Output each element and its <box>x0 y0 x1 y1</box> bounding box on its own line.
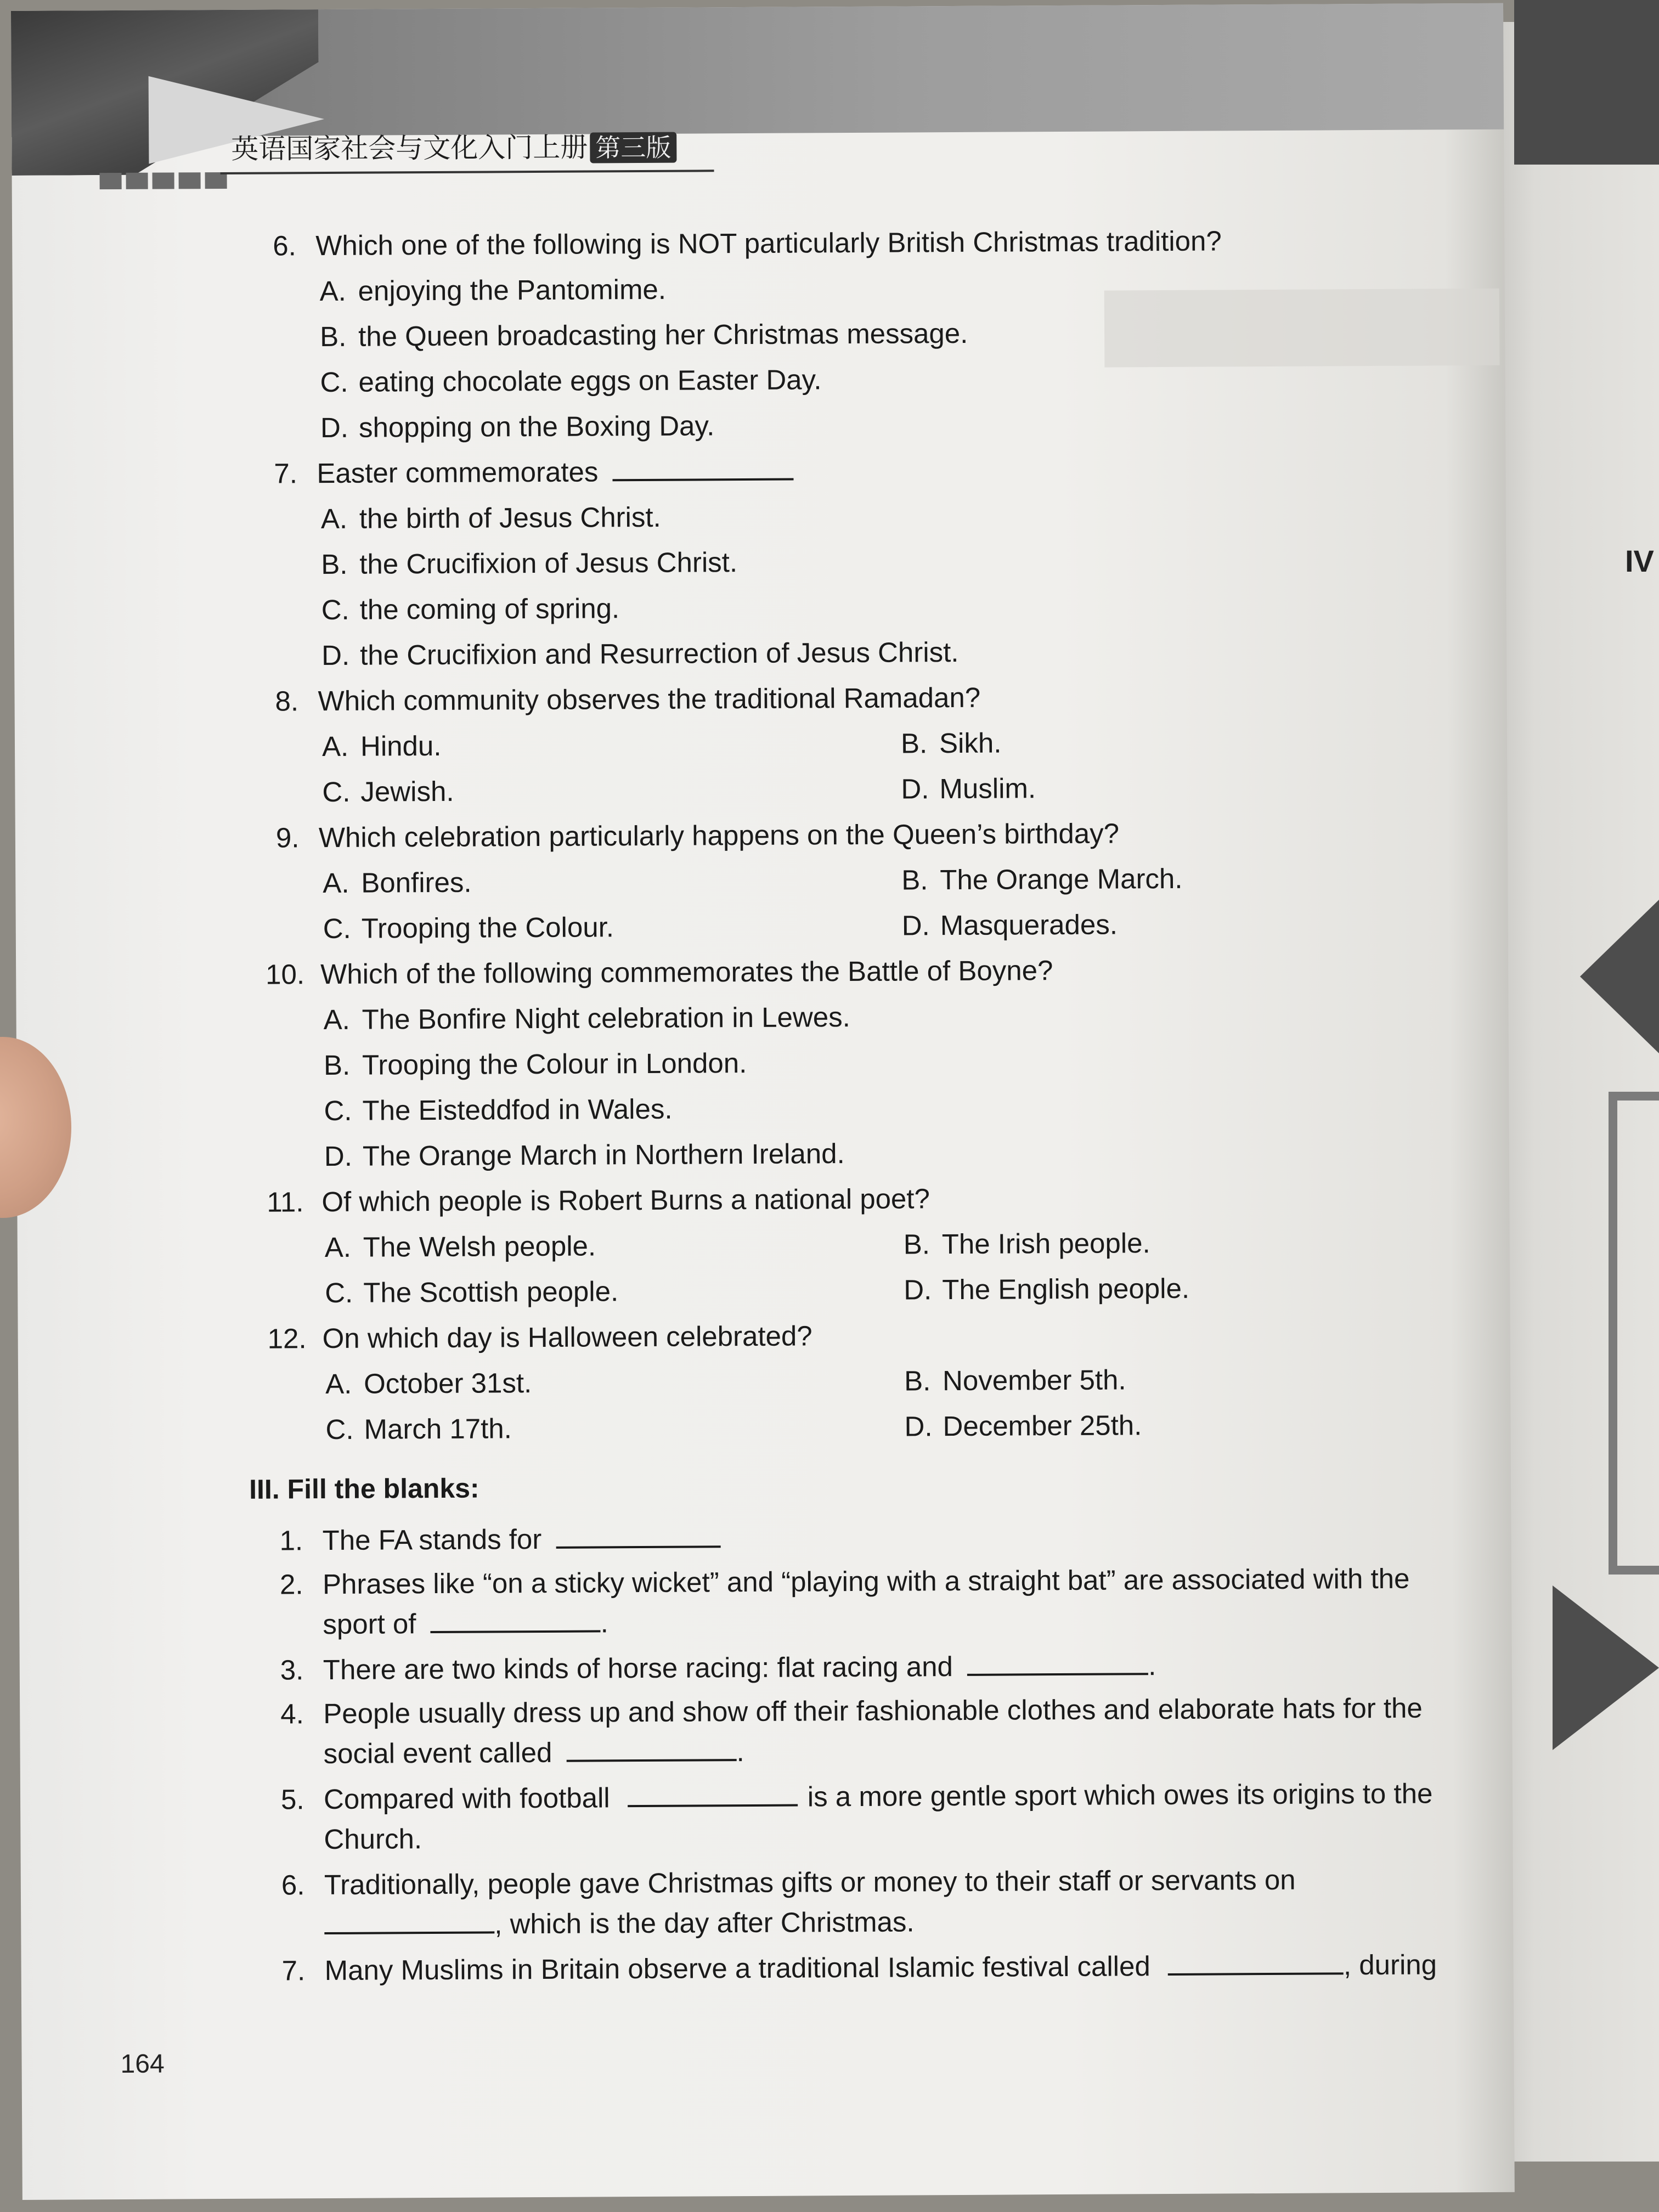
question-11-stem: 11. Of which people is Robert Burns a national poet? <box>267 1183 930 1218</box>
question-10-option-c: C. The Eisteddfod in Wales. <box>324 1093 673 1127</box>
facing-page-label: IV <box>1625 544 1654 578</box>
facing-page-triangle-icon <box>1553 1585 1659 1750</box>
question-9-option-b: B. The Orange March. <box>901 862 1183 896</box>
question-9-option-a: A. Bonfires. <box>323 866 472 899</box>
book-title-text: 英语国家社会与文化入门上册 <box>231 131 588 165</box>
question-12-option-d: D. December 25th. <box>904 1409 1142 1442</box>
question-12-option-c: C. March 17th. <box>325 1413 512 1446</box>
page-content <box>11 3 1515 2200</box>
question-7-option-a: A. the birth of Jesus Christ. <box>320 501 661 535</box>
question-7-option-d: D. the Crucifixion and Resurrection of Jesus Christ. <box>321 636 959 672</box>
question-8-option-a: A. Hindu. <box>321 730 442 763</box>
question-6-stem: 6. Which one of the following is NOT particularly British Christmas tradition? <box>273 225 1222 262</box>
blank-item-4-cont: social event called . <box>323 1736 744 1770</box>
answer-blank <box>324 1909 494 1934</box>
question-7-option-c: C. the coming of spring. <box>321 592 620 626</box>
answer-blank <box>431 1608 601 1633</box>
question-8-option-c: C. Jewish. <box>322 775 454 808</box>
question-11-option-d: D. The English people. <box>904 1272 1190 1306</box>
blank-item-2-cont: sport of . <box>323 1607 608 1640</box>
facing-page-frame <box>1609 1092 1659 1575</box>
question-11-option-a: A. The Welsh people. <box>324 1230 596 1263</box>
question-10-option-d: D. The Orange March in Northern Ireland. <box>324 1138 845 1172</box>
blank-item-7: 7. Many Muslims in Britain observe a traditional Islamic festival called , during <box>281 1949 1437 1987</box>
facing-page-photo <box>1514 0 1659 165</box>
blank-item-5: 5. Compared with football is a more gentle sport which owes its origins to the <box>280 1778 1433 1815</box>
question-12-option-a: A. October 31st. <box>325 1367 532 1400</box>
question-9-option-d: D. Masquerades. <box>901 909 1118 941</box>
question-12-stem: 12. On which day is Halloween celebrated? <box>267 1320 812 1355</box>
edition-badge: 第三版 <box>590 132 676 163</box>
blank-item-4: 4. People usually dress up and show off their fashionable clothes and elaborate hats for the <box>280 1692 1423 1730</box>
answer-blank <box>566 1737 736 1762</box>
question-6-option-a: A. enjoying the Pantomime. <box>319 273 667 307</box>
blank-item-6: 6. Traditionally, people gave Christmas gifts or money to their staff or servants on <box>281 1864 1296 1901</box>
question-11-option-b: B. The Irish people. <box>903 1227 1150 1260</box>
answer-blank <box>556 1523 720 1549</box>
question-10-option-a: A. The Bonfire Night celebration in Lewes. <box>323 1001 850 1036</box>
answer-blank <box>1168 1950 1344 1976</box>
question-6-option-b: B. the Queen broadcasting her Christmas message. <box>319 317 968 353</box>
question-8-option-d: D. Muslim. <box>901 772 1036 805</box>
question-7-stem: 7. Easter commemorates <box>274 454 793 491</box>
answer-blank <box>967 1651 1148 1676</box>
book-page <box>11 3 1515 2200</box>
blank-item-1: 1. The FA stands for <box>279 1521 720 1558</box>
question-11-option-c: C. The Scottish people. <box>325 1276 619 1309</box>
answer-blank <box>628 1782 798 1808</box>
question-7-option-b: B. the Crucifixion of Jesus Christ. <box>321 546 738 580</box>
facing-page-triangle-icon <box>1580 900 1659 1053</box>
question-12-option-b: B. November 5th. <box>904 1364 1126 1397</box>
question-8-stem: 8. Which community observes the traditional Ramadan? <box>275 681 981 717</box>
question-6-option-c: C. eating chocolate eggs on Easter Day. <box>320 364 822 398</box>
question-9-stem: 9. Which celebration particularly happens on the Queen’s birthday? <box>275 817 1120 854</box>
question-10-stem: 10. Which of the following commemorates the Battle of Boyne? <box>266 955 1053 990</box>
question-6-option-d: D. shopping on the Boxing Day. <box>320 410 715 444</box>
question-9-option-c: C. Trooping the Colour. <box>323 911 614 945</box>
question-8-option-b: B. Sikh. <box>900 727 1002 759</box>
blank-item-3: 3. There are two kinds of horse racing: flat racing and . <box>280 1650 1156 1686</box>
section-heading: III. Fill the blanks: <box>249 1472 479 1505</box>
question-10-option-b: B. Trooping the Colour in London. <box>323 1047 747 1081</box>
answer-blank <box>612 456 793 482</box>
blank-item-6-cont: , which is the day after Christmas. <box>324 1905 915 1942</box>
blank-item-5-cont: Church. <box>324 1823 422 1855</box>
page-number: 164 <box>120 2049 165 2079</box>
blank-item-2: 2. Phrases like “on a sticky wicket” and “playing with a straight bat” are associated with the <box>279 1562 1410 1600</box>
